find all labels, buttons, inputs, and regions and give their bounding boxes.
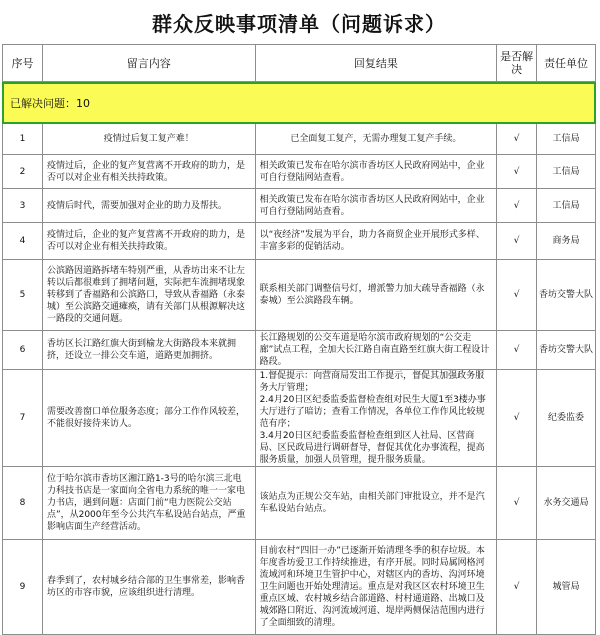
row-reply: 相关政策已发布在哈尔滨市香坊区人民政府网站中，企业可自行登陆网站查看。 [256,189,498,222]
table-row [2,260,596,331]
row-reply: 以“夜经济”发展为平台，助力各商贸企业开展形式多样、丰富多彩的促销活动。 [256,223,498,259]
row-unit: 香坊交警大队 [537,260,596,330]
row-unit: 纪委监委 [537,370,596,466]
header-resolved: 是否解决 [497,45,537,81]
page-title: 群众反映事项清单（问题诉求） [2,4,596,45]
row-reply: 长江路规划的公交车道是哈尔滨市政府规划的“公交走廊”试点工程，全加大长江路自南直路至红旗大街工程设计路段。 [256,331,498,369]
header-content: 留言内容 [43,45,256,81]
row-no: 7 [3,370,43,466]
table-row [2,155,596,189]
row-reply: 1.督促提示：向营商局发出工作提示，督促其加强政务服务大厅管理； 2.4月20日区纪委监委监督检查组对民生大厦1至3楼办事大厅进行了暗访；查看工作情况，各单位工作作风比较规范有序； 3.4月20日区纪委监委监督检查组到区人社局、区营商局、区民政局进行调研督导，督促其优化办事流程，提高服务质量，加强人员管理，提升服务质量。 [256,370,498,466]
header-reply: 回复结果 [256,45,498,81]
table-row [2,370,596,467]
row-reply: 已全面复工复产，无需办理复工复产手续。 [256,124,498,154]
header-unit: 责任单位 [537,45,596,81]
row-resolved: √ [497,370,537,466]
row-content: 疫情后时代，需要加强对企业的助力及帮扶。 [43,189,256,222]
row-resolved: √ [497,155,537,188]
table-header [2,45,596,82]
row-no: 5 [3,260,43,330]
row-resolved: √ [497,260,537,330]
table-row [2,331,596,370]
row-reply: 该站点为正规公交车站，由相关部门审批设立，并不是汽车私设站台站点。 [256,467,498,539]
row-reply: 联系相关部门调整信号灯，增派警力加大疏导香福路（永泰城）至公滨路段车辆。 [256,260,498,330]
row-unit: 香坊交警大队 [537,331,596,369]
summary-bar: 已解决问题：10 [2,82,596,124]
row-content: 需要改善窗口单位服务态度；部分工作作风较差，不能很好接待来访人。 [43,370,256,466]
row-no: 8 [3,467,43,539]
row-no: 3 [3,189,43,222]
row-no: 1 [3,124,43,154]
row-unit: 工信局 [537,155,596,188]
row-resolved: √ [497,331,537,369]
row-no: 6 [3,331,43,369]
row-unit: 城管局 [537,540,596,634]
row-unit: 工信局 [537,124,596,154]
row-content: 公滨路因道路拆堵车特别严重，从香坊出来不让左转以后都很难到了拥堵问题，实际把车流拥堵现象转移到了香福路和公滨路口，导致从香福路（永泰城）至公滨路交通瘫痪，请有关部门从根源解决这一路段的交通问题。 [43,260,256,330]
table-row [2,540,596,635]
table-row [2,124,596,155]
row-no: 9 [3,540,43,634]
document [2,4,596,635]
table-row [2,189,596,223]
row-no: 2 [3,155,43,188]
row-content: 春季到了，农村城乡结合部的卫生事常差，影响香坊区的市容市貌，应该组织进行清理。 [43,540,256,634]
row-resolved: √ [497,467,537,539]
table-row [2,467,596,540]
row-resolved: √ [497,540,537,634]
row-content: 疫情过后复工复产难！ [43,124,256,154]
row-resolved: √ [497,124,537,154]
row-content: 疫情过后，企业的复产复营离不开政府的助力，是否可以对企业有相关扶持政策。 [43,155,256,188]
row-unit: 水务交通局 [537,467,596,539]
header-no: 序号 [3,45,43,81]
table-row [2,223,596,260]
row-resolved: √ [497,189,537,222]
row-no: 4 [3,223,43,259]
row-content: 疫情过后，企业的复产复营离不开政府的助力，是否可以对企业有相关扶持政策。 [43,223,256,259]
row-reply: 相关政策已发布在哈尔滨市香坊区人民政府网站中，企业可自行登陆网站查看。 [256,155,498,188]
row-unit: 商务局 [537,223,596,259]
row-content: 位于哈尔滨市香坊区湘江路1-3号的哈尔滨三北电力科技书店是一家面向全省电力系统的唯一一家电力书店，遇到问题：店面门前“电力医院公交站点”，从2000年至今公共汽车私设站台站点，严重影响店面生产经营活动。 [43,467,256,539]
row-content: 香坊区长江路红旗大街到榆龙大街路段本来就拥挤，还设立一排公交车道，道路更加拥挤。 [43,331,256,369]
row-unit: 工信局 [537,189,596,222]
row-reply: 目前农村“四旧一办”已逐渐开始清理冬季的积存垃圾。本年度香坊爱卫工作持续推进，有序开展。同时局属网格河流域河和环境卫生管护中心，对辖区内的香坊、沟河环境卫生问题也开始处理清运。重点是对我区区农村环境卫生重点区域、农村城乡结合部道路、村村通道路、出城口及城郊路口附近、沟河流域河道、堤岸两侧保洁范围内进行了全面细致的清理。 [256,540,498,634]
row-resolved: √ [497,223,537,259]
